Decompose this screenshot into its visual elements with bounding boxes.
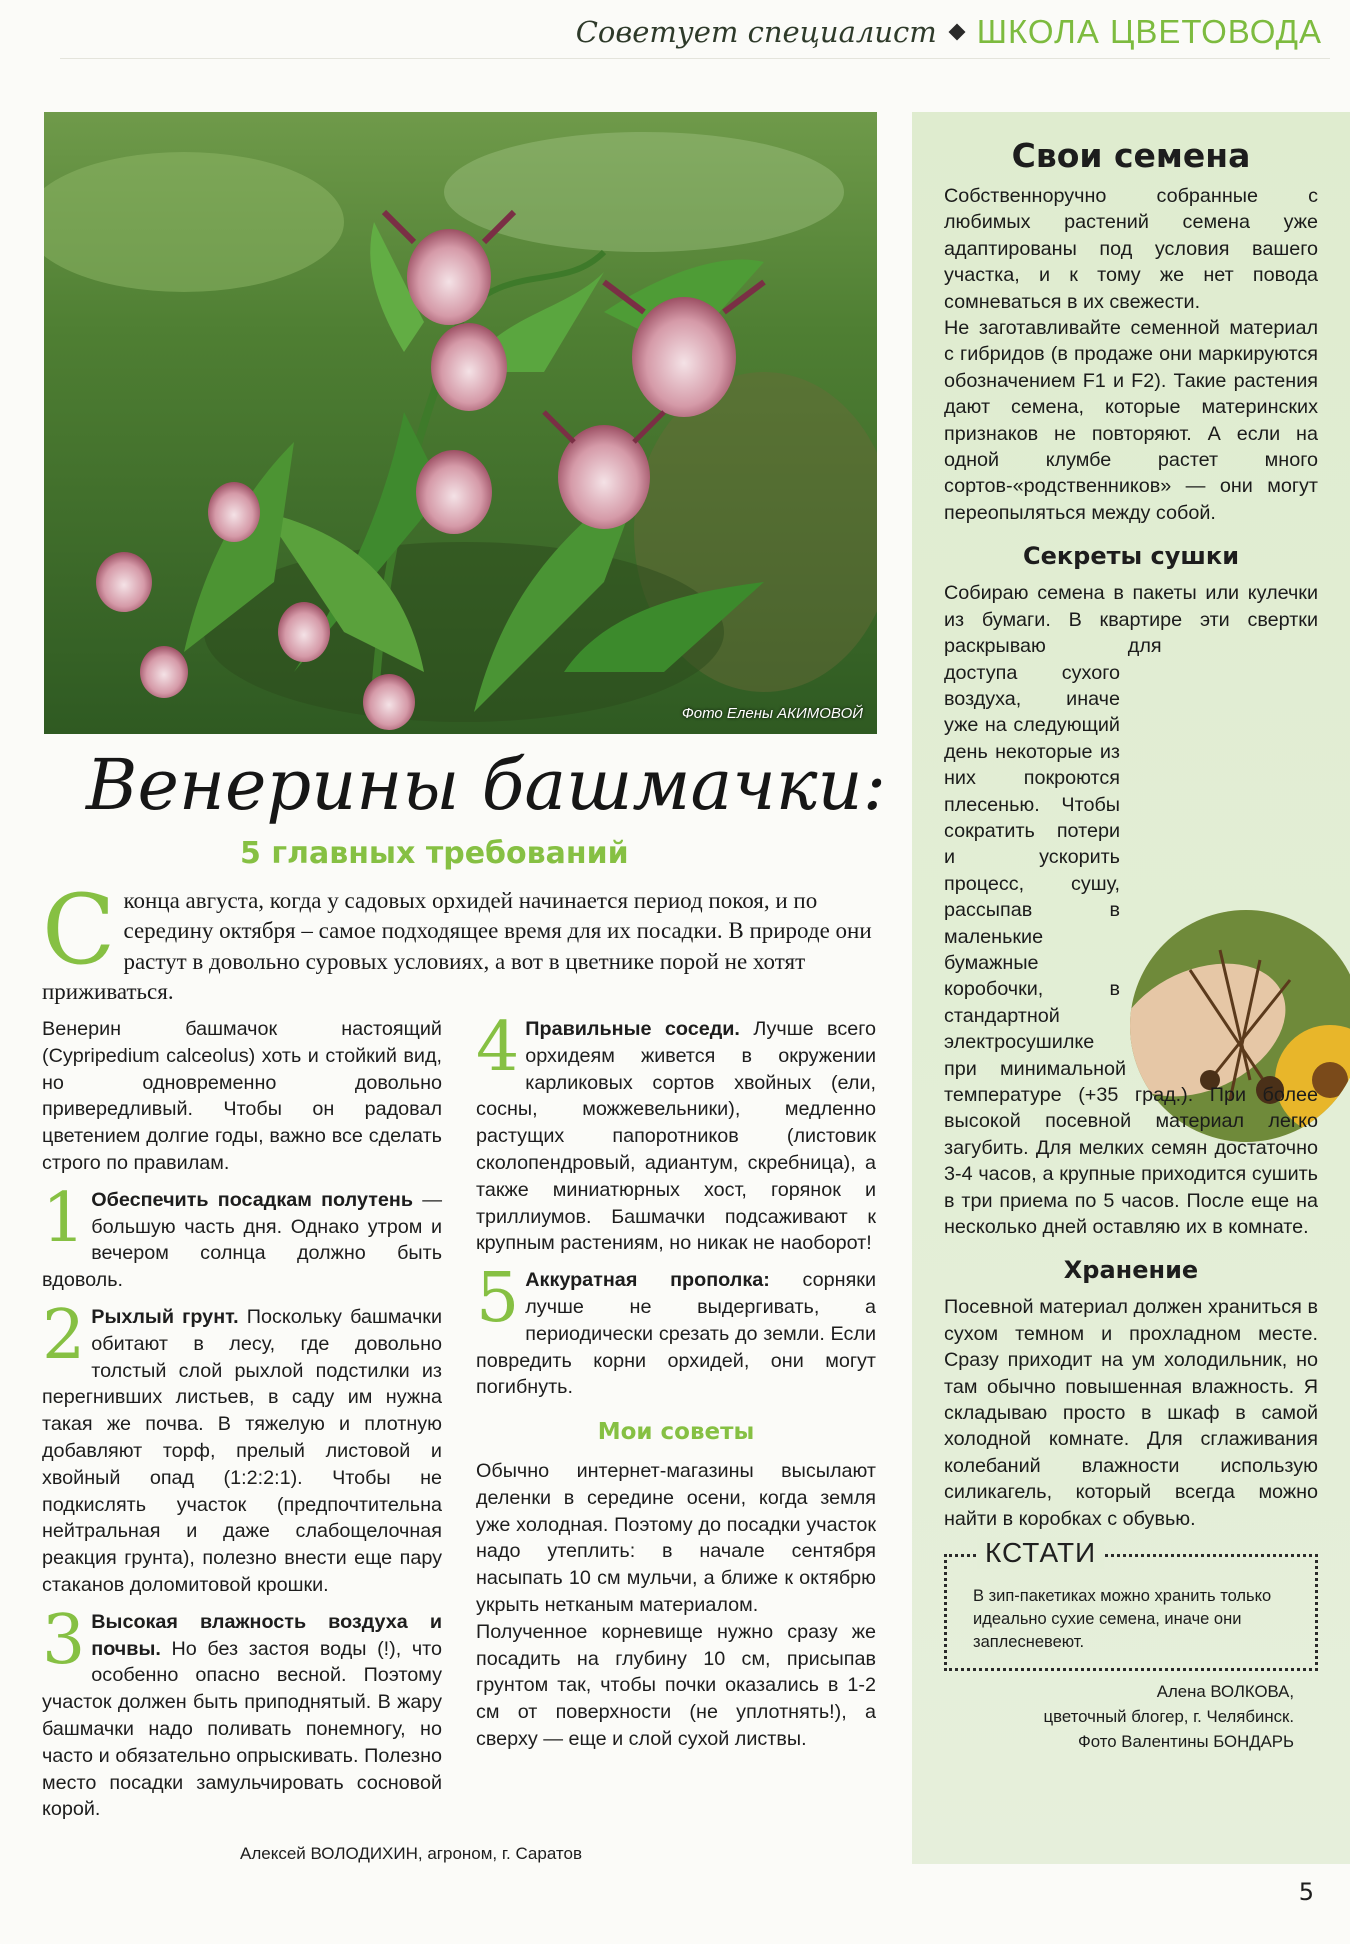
left-column xyxy=(42,1016,442,1823)
by-the-way-title: КСТАТИ xyxy=(977,1537,1104,1569)
article-author: Алексей ВОЛОДИХИН, агроном, г. Саратов xyxy=(240,1844,582,1863)
requirement-heading: Аккуратная прополка: xyxy=(525,1269,770,1292)
article-lead xyxy=(42,874,874,1008)
requirement-4 xyxy=(476,1008,876,1257)
sidebar-paragraph-2: Не заготавливайте семенной материал с гибридов (в продаже они маркируются обозначением F1 и F2). Такие растения дают семена, которые материнских признаков не повторяют. А если на одной клумбе растет много сортов-«родственников» — они могут переопыляться между собой. xyxy=(944,317,1318,524)
sidebar-heading-drying: Секреты сушки xyxy=(1022,542,1240,571)
sidebar-paragraph-1: Собственноручно собранные с любимых растений семена уже адаптированы под условия вашего участка, и к тому же нет повода сомневаться в их свежести. xyxy=(944,185,1318,313)
tips-paragraph-1: Обычно интернет-магазины высылают деленки в середине осени, когда земля уже холодная. Поэтому до посадки участок надо утеплить: в начале сентября насыпать 10 см мульчи, а ближе к октябрю укрыть нетканым материалом. xyxy=(476,1459,876,1616)
requirement-1 xyxy=(42,1178,443,1294)
article-subtitle: 5 главных требований xyxy=(240,836,629,871)
by-the-way-box xyxy=(944,1537,1318,1671)
requirement-number: 4 xyxy=(476,1008,520,1087)
header-rule xyxy=(60,58,1330,59)
sidebar-title: Свои семена xyxy=(1011,136,1251,175)
header-section: ШКОЛА ЦВЕТОВОДА xyxy=(976,13,1322,50)
tips-heading: Мои советы xyxy=(597,1419,755,1446)
requirement-heading: Обеспечить посадкам полутень xyxy=(91,1188,413,1211)
drying-text: Собираю семена в пакеты или кулечки из бумаги. В квартире эти свертки раскрываю для доступа сухого воздуха, иначе уже на следующий день некоторые из них покроются плесенью. Чтобы сократить потери и ускорить процесс, сушу, рассыпав в маленькие бумажные коробочки, в стандартной электросушилке при минимальной температуре (+35 град.). При более высокой посевной материал легко загубить. Для мелких семян достаточно 3-4 часов, а крупные приходится сушить в три приема по 5 часов. После еще на несколько дней оставляю их в комнате. xyxy=(944,582,1318,1239)
requirement-2 xyxy=(42,1295,442,1599)
requirement-number: 3 xyxy=(42,1600,86,1680)
orchid-photo-illustration xyxy=(44,112,877,734)
sidebar-content xyxy=(944,136,1318,1754)
requirement-text: Но без застоя воды (!), что особенно опасно весной. Поэтому участок должен быть приподнятый. В жару башмачки надо поливать понемногу, но часто и обязательно опрыскивать. Полезно место посадки замульчировать сосновой корой. xyxy=(42,1637,442,1821)
lead-text: конца августа, когда у садовых орхидей начинается период покоя, и по середину октября – самое подходящее время для их посадки. В природе они растут в довольно суровых условиях, а вот в цветнике порой не хотят приживаться. xyxy=(42,888,872,1005)
by-the-way-text: В зип-пакетиках можно хранить только идеально сухие семена, иначе они заплесневеют. xyxy=(973,1587,1272,1652)
signature-role: цветочный блогер, г. Челябинск. xyxy=(1043,1707,1294,1727)
intro-paragraph: Венерин башмачок настоящий (Cypripedium calceolus) хоть и стойкий вид, но одновременно довольно привередливый. Чтобы он радовал цветением долгие годы, важно все сделать строго по правилам. xyxy=(42,1018,442,1174)
requirement-heading: Рыхлый грунт. xyxy=(91,1305,239,1328)
requirement-text: сорняки лучше не выдергивать, а периодически срезать до земли. Если повредить корни орхидей, они могут погибнуть. xyxy=(476,1269,877,1399)
requirement-text: Лучше всего орхидеям живется в окружении карликовых сортов хвойных (ели, сосны, можжевельники), медленно растущих папоротников (листовик сколопендровый, адиантум, скребница), а также миниатюрных хост, горянок и триллиумов. Башмачки подсаживают к крупным растениям, но никак не наоборот! xyxy=(476,1018,876,1255)
orchid-photo xyxy=(44,112,877,734)
lead-drop-cap: С xyxy=(42,874,116,986)
requirement-5 xyxy=(476,1259,877,1401)
page-header xyxy=(576,10,1322,54)
requirement-heading: Правильные соседи. xyxy=(525,1018,740,1040)
tips-paragraph-2: Полученное корневище нужно сразу же посадить на глубину 10 см, присыпав грунтом так, чтобы почки оказались в 1-2 см от поверхности (не уплотнять!), а сверху — еще и слой сухой листвы. xyxy=(476,1620,876,1750)
requirement-number: 2 xyxy=(42,1295,86,1375)
sidebar-own-seeds xyxy=(912,112,1350,1864)
header-rubric: Советует специалист xyxy=(575,15,937,49)
requirement-text: Поскольку башмачки обитают в лесу, где довольно толстый слой рыхлой подстилки из перегнивших листьев, в саду им нужна такая же почва. В тяжелую и плотную добавляют торф, прелый листовой и хвойный опад (1:2:2:1). Чтобы не подкислять участок (предпочтительна нейтральная и даже слабощелочная реакция грунта), полезно внести еще пару стаканов доломитовой крошки. xyxy=(42,1305,442,1596)
signature-photo-credit: Фото Валентины БОНДАРЬ xyxy=(1078,1732,1294,1752)
requirement-text: — большую часть дня. Однако утром и вечером солнца должно быть вдоволь. xyxy=(42,1188,443,1292)
requirement-number: 1 xyxy=(42,1178,86,1258)
requirement-number: 5 xyxy=(476,1259,520,1339)
sidebar-signature xyxy=(944,1679,1318,1754)
right-column xyxy=(476,1008,877,1753)
requirement-3 xyxy=(42,1600,442,1823)
storage-text: Посевной материал должен храниться в сухом темном и прохладном месте. Сразу приходит на ум холодильник, но там обычно повышенная влажность. Я складываю просто в шкаф в самой холодной комнате. Для сглаживания колебаний влажности использую силикагель, который всегда можно найти в коробках с обувью. xyxy=(944,1296,1318,1530)
diamond-icon xyxy=(948,24,965,41)
requirement-heading: Высокая влажность воздуха и почвы. xyxy=(91,1610,442,1660)
article-title: Венерины башмачки: xyxy=(86,744,887,826)
photo-credit: Фото Елены АКИМОВОЙ xyxy=(681,705,863,722)
signature-name: Алена ВОЛКОВА, xyxy=(1156,1682,1294,1702)
page-number: 5 xyxy=(1298,1878,1314,1906)
drying-section xyxy=(944,580,1318,1240)
sidebar-heading-storage: Хранение xyxy=(1063,1256,1199,1285)
